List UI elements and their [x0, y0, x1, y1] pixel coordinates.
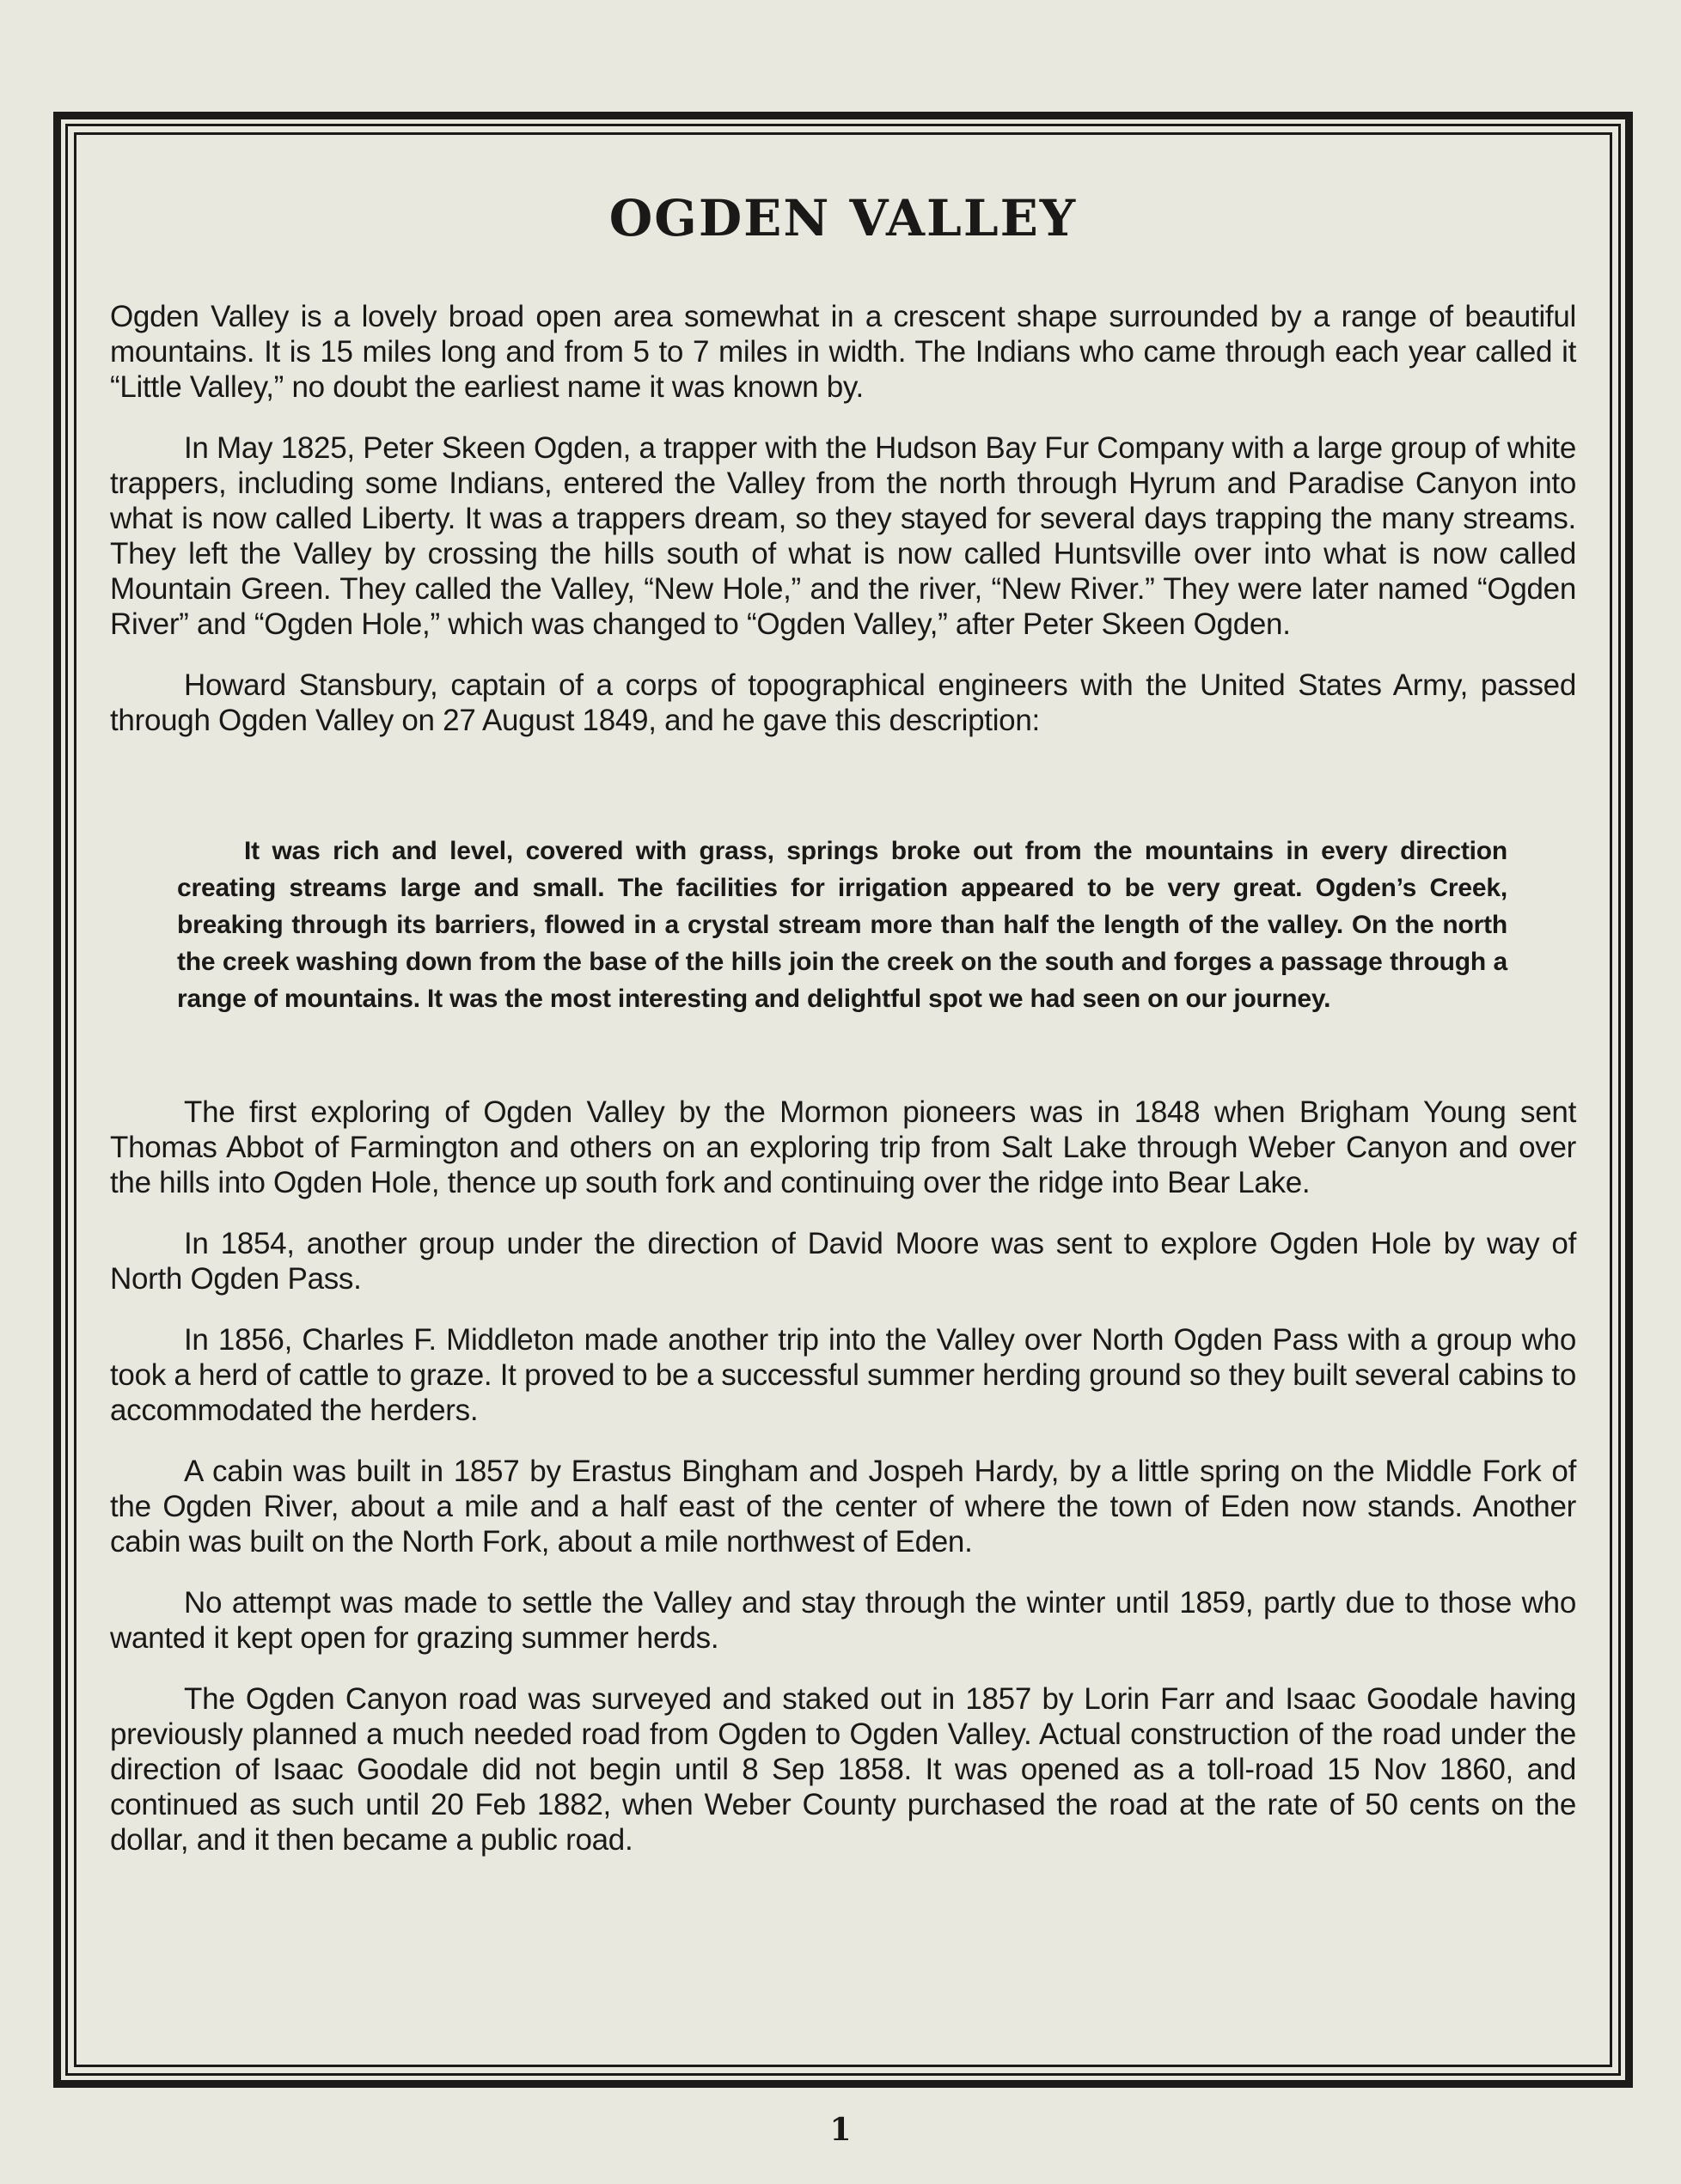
- paragraph-1856: In 1856, Charles F. Middleton made another trip into the Valley over North Ogden Pass with a group who took a herd of cattle to graze. It proved to be a successful summer herding ground so they built several cabins to accommodated the herders.: [110, 1323, 1576, 1427]
- paragraph-canyon-road: The Ogden Canyon road was surveyed and staked out in 1857 by Lorin Farr and Isaac Goodale having previously planned a much needed road from Ogden to Ogden Valley. Actual construction of the road under the direction of Isaac Goodale did not begin until 8 Sep 1858. It was opened as a toll-road 15 Nov 1860, and continued as such until 20 Feb 1882, when Weber County purchased the road at the rate of 50 cents on the dollar, and it then became a public road.: [110, 1682, 1576, 1857]
- paragraph-ogden-1825: In May 1825, Peter Skeen Ogden, a trapper with the Hudson Bay Fur Company with a large group of white trappers, including some Indians, entered the Valley from the north through Hyrum and Paradise Canyon into what is now called Liberty. It was a trappers dream, so they stayed for several days trapping the many streams. They left the Valley by crossing the hills south of what is now called Huntsville over into what is now called Mountain Green. They called the Valley, “New Hole,” and the river, “New River.” They were later named “Ogden River” and “Ogden Hole,” which was changed to “Ogden Valley,” after Peter Skeen Ogden.: [110, 431, 1576, 641]
- page-title: OGDEN VALLEY: [608, 189, 1078, 247]
- page-number: 1: [829, 2112, 852, 2148]
- paragraph-stansbury: Howard Stansbury, captain of a corps of topographical engineers with the United States Army, passed through Ogden Valley on 27 August 1849, and he gave this description:: [110, 668, 1576, 737]
- block-quote: It was rich and level, covered with grass, springs broke out from the mountains in every direction creating streams large and small. The facilities for irrigation appeared to be very great. Ogden’s Creek, breaking through its barriers, flowed in a crystal stream more than half the length of the valley. On the north the creek washing down from the base of the hills join the creek on the south and forges a passage through a range of mountains. It was the most interesting and delightful spot we had seen on our journey.: [177, 837, 1507, 1013]
- paragraph-1848: The first exploring of Ogden Valley by the Mormon pioneers was in 1848 when Brigham Young sent Thomas Abbot of Farmington and others on an exploring trip from Salt Lake through Weber Canyon and over the hills into Ogden Hole, thence up south fork and continuing over the ridge into Bear Lake.: [110, 1095, 1576, 1199]
- paragraph-1859: No attempt was made to settle the Valley and stay through the winter until 1859, partly due to those who wanted it kept open for grazing summer herds.: [110, 1586, 1576, 1655]
- paragraph-1857-cabin: A cabin was built in 1857 by Erastus Bingham and Jospeh Hardy, by a little spring on the Middle Fork of the Ogden River, about a mile and a half east of the center of where the town of Eden now stands. Another cabin was built on the North Fork, about a mile northwest of Eden.: [110, 1455, 1576, 1559]
- paragraph-intro: Ogden Valley is a lovely broad open area somewhat in a crescent shape surrounded by a range of beautiful mountains. It is 15 miles long and from 5 to 7 miles in width. The Indians who came through each year called it “Little Valley,” no doubt the earliest name it was known by.: [110, 300, 1576, 404]
- page-content: [110, 189, 1576, 1883]
- paragraph-1854: In 1854, another group under the direction of David Moore was sent to explore Ogden Hole by way of North Ogden Pass.: [110, 1227, 1576, 1296]
